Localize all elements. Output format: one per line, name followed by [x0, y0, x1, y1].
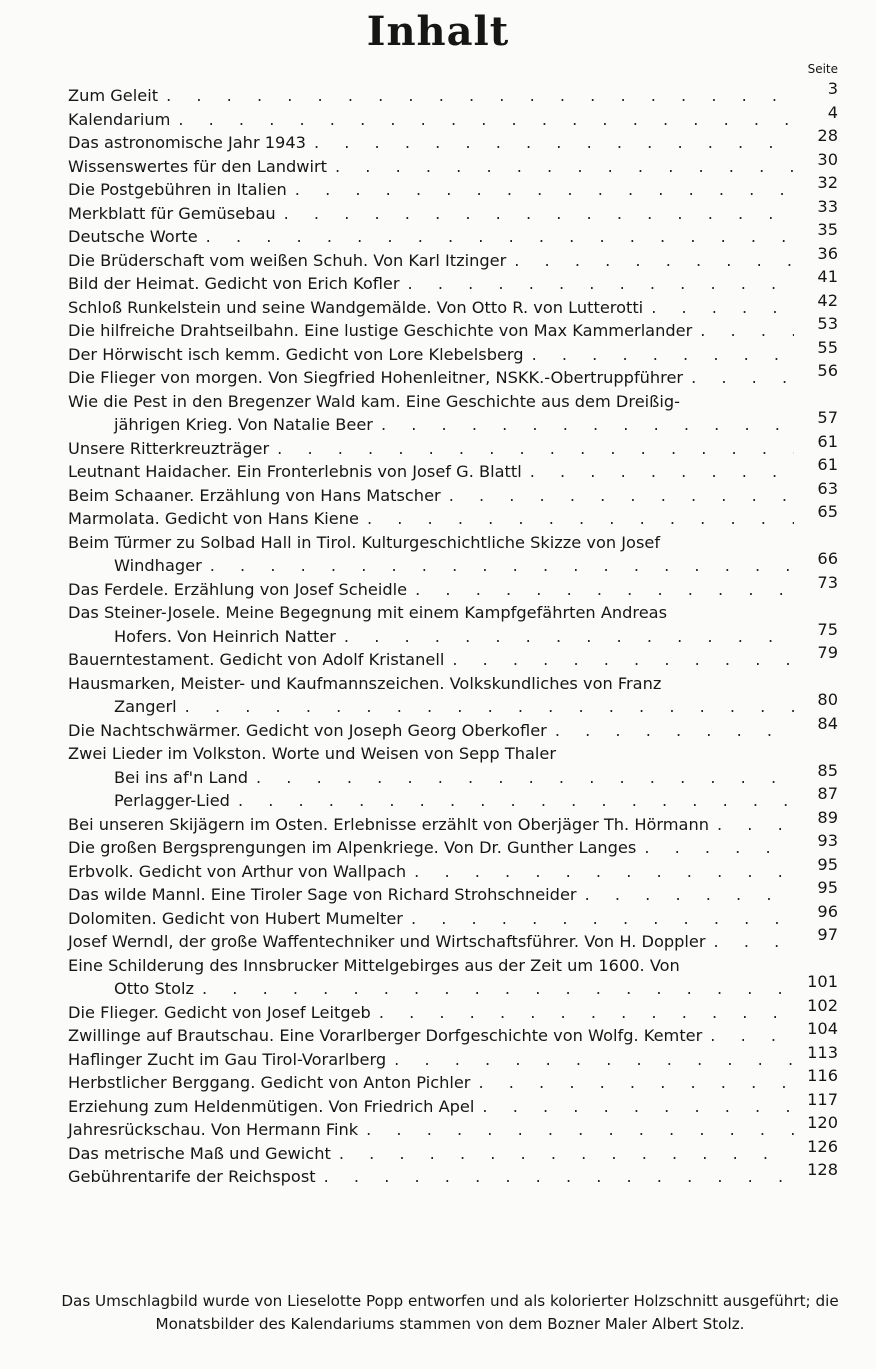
- dot-leader: [327, 155, 794, 179]
- toc-entry: [68, 1136, 838, 1166]
- dot-leader: [331, 1142, 794, 1166]
- dot-leader: [643, 296, 794, 320]
- toc-entry: [68, 173, 838, 202]
- toc-page-number: 120: [807, 1113, 838, 1132]
- toc-entry: [68, 995, 838, 1025]
- toc-entry-title: Zum Geleit: [68, 86, 159, 105]
- toc-entry-line: [68, 267, 838, 296]
- toc-entry-title: Otto Stolz: [114, 979, 195, 998]
- toc-page-number: 41: [817, 267, 838, 286]
- toc-entry-title: Erbvolk. Gedicht von Arthur von Wallpach: [68, 861, 407, 881]
- toc-entry-line: [68, 455, 838, 484]
- toc-entry: [68, 314, 838, 343]
- toc-entry-title: Die Flieger. Gedicht von Josef Leitgeb: [68, 1002, 371, 1022]
- toc-entry-line: [68, 1160, 838, 1189]
- toc-page-number: 4: [827, 102, 838, 122]
- toc-entry-title: Die Flieger von morgen. Von Siegfried Hohenleitner, NSKK.-Obertruppführer: [68, 368, 684, 387]
- page-title: Inhalt: [366, 8, 510, 55]
- toc-entry-title: Schloß Runkelstein und seine Wandgemälde. Von Otto R. von Lutterotti: [68, 297, 644, 317]
- toc-entry-line: [68, 361, 838, 390]
- toc-page-number: 87: [817, 784, 838, 803]
- toc-entry-line: [68, 690, 838, 719]
- toc-entry: [68, 455, 838, 484]
- toc-entry: [68, 390, 838, 437]
- toc-entry: [68, 1066, 838, 1095]
- toc-page-number: 65: [817, 502, 838, 521]
- toc-entry-line: [68, 760, 838, 790]
- toc-page-number: 80: [817, 690, 838, 709]
- toc-entry-title: Dolomiten. Gedicht von Hubert Mumelter: [68, 908, 403, 928]
- toc-page-number: 97: [817, 925, 838, 944]
- toc-entry-title: Bild der Heimat. Gedicht von Erich Kofler: [68, 274, 400, 293]
- toc-page-number: 73: [817, 572, 838, 592]
- toc-entry-line: [68, 925, 838, 954]
- toc-page-number: 35: [817, 220, 838, 239]
- toc-entry: [68, 601, 838, 648]
- dot-leader: [683, 366, 794, 390]
- toc-entry-line: [68, 972, 838, 1001]
- toc-entry: [68, 1019, 838, 1048]
- toc-entry: [68, 807, 838, 837]
- toc-entry-title: Das metrische Maß und Gewicht: [68, 1143, 331, 1163]
- toc-entry-line: [68, 784, 838, 813]
- dot-leader: [373, 413, 794, 437]
- toc-entry-title: Das wilde Mannl. Eine Tiroler Sage von Richard Strohschneider: [68, 885, 577, 904]
- toc-entry-line: [68, 314, 838, 343]
- toc-entry-line: [68, 878, 838, 907]
- toc-entry: [68, 502, 838, 531]
- toc-entry-line: [68, 173, 838, 202]
- toc-entry-title: Wissenswertes für den Landwirt: [68, 156, 328, 176]
- toc-entry-title: Kalendarium: [68, 109, 171, 129]
- toc-page-number: 30: [817, 149, 838, 169]
- dot-leader: [702, 1024, 794, 1048]
- toc-entry-line: [68, 901, 838, 931]
- dot-leader: [407, 578, 794, 602]
- toc-entry-line: [68, 549, 838, 578]
- toc-page-number: 101: [807, 972, 838, 991]
- toc-entry-title: Eine Schilderung des Innsbrucker Mittelgebirges aus der Zeit um 1600. Von: [68, 955, 680, 975]
- toc-entry: [68, 337, 838, 367]
- dot-leader: [709, 813, 794, 837]
- toc-entry: [68, 831, 838, 860]
- toc-entry-title: Haflinger Zucht im Gau Tirol-Vorarlberg: [68, 1049, 387, 1069]
- toc-entry: [68, 102, 838, 132]
- dot-leader: [194, 977, 794, 1001]
- toc-entry-title: Windhager: [114, 556, 202, 575]
- toc-entry-line: [68, 1089, 838, 1119]
- toc-entry: [68, 954, 838, 1001]
- toc-entry: [68, 290, 838, 320]
- dot-leader: [506, 249, 794, 273]
- toc-entry-line: [68, 1066, 838, 1095]
- toc-page-number: 55: [817, 337, 838, 357]
- dot-leader: [403, 907, 794, 931]
- toc-entry-title: jährigen Krieg. Von Natalie Beer: [114, 415, 373, 434]
- toc-entry-line: [68, 478, 838, 508]
- toc-entry-title: Die hilfreiche Drahtseilbahn. Eine lustige Geschichte von Max Kammerlander: [68, 321, 693, 340]
- toc-entry: [68, 742, 838, 766]
- dot-leader: [269, 437, 794, 461]
- dot-leader: [276, 202, 794, 226]
- toc-entry-line: [68, 1136, 838, 1166]
- footnote: Das Umschlagbild wurde von Lieselotte Popp entworfen und als kolorierter Holzschnitt ausgeführt; die Monatsbilder des Kalendariums stammen von dem Bozner Maler Albert Stolz.: [61, 1292, 839, 1333]
- toc-page-number: 102: [807, 995, 838, 1015]
- toc-entry: [68, 672, 838, 719]
- toc-page-number: 95: [817, 854, 838, 874]
- toc-entry: [68, 126, 838, 155]
- dot-leader: [248, 766, 794, 790]
- toc-entry-line: [68, 1113, 838, 1142]
- toc-entry-title: Zwei Lieder im Volkston. Worte und Weisen von Sepp Thaler: [68, 744, 556, 763]
- toc-page-number: 116: [807, 1066, 838, 1085]
- toc-page-number: 93: [817, 831, 838, 850]
- dot-leader: [636, 836, 794, 860]
- toc-entry-line: [68, 126, 838, 155]
- toc-entry: [68, 149, 838, 179]
- toc-entry: [68, 784, 838, 813]
- toc-page-number: 61: [817, 431, 838, 451]
- toc-entry-line: [68, 643, 838, 672]
- toc-entry: [68, 1089, 838, 1119]
- toc-entry: [68, 1113, 838, 1142]
- dot-leader: [158, 84, 794, 108]
- toc-entry: [68, 478, 838, 508]
- dot-leader: [522, 460, 794, 484]
- toc-entry-line: [68, 220, 838, 249]
- dot-leader: [386, 1048, 794, 1072]
- toc-page-number: 3: [827, 79, 838, 98]
- toc-entry-title: Marmolata. Gedicht von Hans Kiene: [68, 509, 359, 528]
- toc-entry: [68, 854, 838, 884]
- toc-entry-title: Jahresrückschau. Von Hermann Fink: [68, 1120, 359, 1139]
- toc-page-number: 33: [817, 196, 838, 216]
- toc-entry: [68, 361, 838, 390]
- dot-leader: [400, 272, 794, 296]
- toc-entry-title: Erziehung zum Heldenmütigen. Von Friedrich Apel: [68, 1096, 475, 1116]
- toc-page-number: 36: [817, 243, 838, 263]
- toc-entry-title: Zangerl: [114, 697, 177, 716]
- toc-page-number: 28: [817, 126, 838, 145]
- dot-leader: [177, 695, 794, 719]
- toc-entry: [68, 1042, 838, 1072]
- toc-page-number: 113: [807, 1042, 838, 1062]
- toc-entry: [68, 878, 838, 907]
- toc-entry-line: [68, 854, 838, 884]
- toc-entry: [68, 713, 838, 743]
- dot-leader: [230, 789, 794, 813]
- toc-entry-title: Hofers. Von Heinrich Natter: [114, 626, 336, 646]
- toc-page-number: 128: [807, 1160, 838, 1179]
- dot-leader: [692, 319, 794, 343]
- toc-entry-title: Unsere Ritterkreuzträger: [68, 438, 270, 458]
- toc-entry-title: Deutsche Worte: [68, 227, 198, 246]
- toc-page-number: 117: [807, 1089, 838, 1109]
- toc-entry-line: [68, 1019, 838, 1048]
- toc-entry-title: Perlagger-Lied: [114, 791, 230, 810]
- toc-entry: [68, 267, 838, 296]
- toc-entry: [68, 196, 838, 226]
- toc-entry: [68, 760, 838, 790]
- dot-leader: [336, 625, 794, 649]
- toc-entry-title: Die Brüderschaft vom weißen Schuh. Von Karl Itzinger: [68, 250, 507, 270]
- toc-entry-line: [68, 831, 838, 860]
- toc-entry: [68, 220, 838, 249]
- toc-entry-line: [68, 431, 838, 461]
- toc-entry-line: [68, 995, 838, 1025]
- toc-entry-title: Bei ins af'n Land: [114, 767, 248, 787]
- dot-leader: [170, 108, 794, 132]
- toc-entry-title: Hausmarken, Meister- und Kaufmannszeichen. Volkskundliches von Franz: [68, 673, 662, 693]
- toc-entry-line: [68, 290, 838, 320]
- toc-entry-line: [68, 79, 838, 108]
- toc-entry-line: [68, 601, 838, 625]
- toc-entry-line: [68, 807, 838, 837]
- dot-leader: [474, 1095, 794, 1119]
- dot-leader: [406, 860, 794, 884]
- toc-entry-title: Josef Werndl, der große Waffentechniker und Wirtschaftsführer. Von H. Doppler: [68, 932, 706, 951]
- toc-page-number: 79: [817, 643, 838, 662]
- toc-page-number: 32: [817, 173, 838, 192]
- toc-entry: [68, 243, 838, 273]
- toc-entry-line: [68, 102, 838, 132]
- dot-leader: [371, 1001, 794, 1025]
- toc-entry-title: Merkblatt für Gemüsebau: [68, 203, 276, 223]
- toc-page-number: 53: [817, 314, 838, 333]
- toc-entry-line: [68, 672, 838, 696]
- toc-entry-title: Die großen Bergsprengungen im Alpenkriege. Von Dr. Gunther Langes: [68, 838, 637, 857]
- dot-leader: [358, 1118, 794, 1142]
- dot-leader: [359, 507, 794, 531]
- toc-entry-line: [68, 196, 838, 226]
- toc-entry-title: Das astronomische Jahr 1943: [68, 133, 306, 152]
- dot-leader: [577, 883, 794, 907]
- toc-page-number: 84: [817, 713, 838, 733]
- toc-entry: [68, 431, 838, 461]
- toc-entry: [68, 572, 838, 602]
- dot-leader: [470, 1071, 794, 1095]
- toc-entry-title: Das Steiner-Josele. Meine Begegnung mit einem Kampfgefährten Andreas: [68, 603, 668, 622]
- toc-page-number: 57: [817, 408, 838, 427]
- toc-entry-line: [68, 619, 838, 649]
- toc-page-number: 89: [817, 807, 838, 827]
- table-of-contents: [68, 79, 838, 1189]
- dot-leader: [316, 1165, 794, 1189]
- dot-leader: [444, 648, 794, 672]
- toc-page-number: 75: [817, 619, 838, 639]
- dot-leader: [547, 719, 794, 743]
- toc-entry: [68, 531, 838, 578]
- toc-page-number: 61: [817, 455, 838, 474]
- toc-entry-title: Leutnant Haidacher. Ein Fronterlebnis von Josef G. Blattl: [68, 462, 522, 481]
- toc-page-number: 95: [817, 878, 838, 897]
- toc-entry-line: [68, 149, 838, 179]
- dot-leader: [524, 343, 794, 367]
- toc-entry-title: Gebührentarife der Reichspost: [68, 1167, 316, 1186]
- toc-entry-title: Beim Schaaner. Erzählung von Hans Matscher: [68, 485, 441, 505]
- dot-leader: [198, 225, 794, 249]
- toc-entry-line: [68, 408, 838, 437]
- toc-page-number: 66: [817, 549, 838, 568]
- toc-page-number: 96: [817, 901, 838, 921]
- toc-page-number: 63: [817, 478, 838, 498]
- toc-page-number: 104: [807, 1019, 838, 1038]
- toc-entry: [68, 925, 838, 954]
- toc-entry-line: [68, 954, 838, 978]
- toc-entry-line: [68, 243, 838, 273]
- toc-entry-title: Die Nachtschwärmer. Gedicht von Joseph Georg Oberkofler: [68, 720, 547, 740]
- toc-entry-title: Zwillinge auf Brautschau. Eine Vorarlberger Dorfgeschichte von Wolfg. Kemter: [68, 1026, 703, 1045]
- page-column-label: Seite: [807, 62, 838, 76]
- toc-entry-line: [68, 502, 838, 531]
- toc-entry-title: Wie die Pest in den Bregenzer Wald kam. Eine Geschichte aus dem Dreißig-: [68, 391, 680, 411]
- toc-entry-line: [68, 713, 838, 743]
- toc-entry-line: [68, 1042, 838, 1072]
- toc-entry: [68, 79, 838, 108]
- toc-entry-title: Bauerntestament. Gedicht von Adolf Kristanell: [68, 650, 445, 669]
- toc-entry-line: [68, 742, 838, 766]
- toc-page-number: 126: [807, 1136, 838, 1156]
- toc-entry-title: Der Hörwischt isch kemm. Gedicht von Lore Klebelsberg: [68, 344, 524, 364]
- toc-entry-line: [68, 572, 838, 602]
- toc-entry-title: Herbstlicher Berggang. Gedicht von Anton Pichler: [68, 1073, 471, 1092]
- toc-entry: [68, 643, 838, 672]
- toc-entry: [68, 1160, 838, 1189]
- toc-entry-title: Das Ferdele. Erzählung von Josef Scheidle: [68, 579, 408, 599]
- toc-entry: [68, 901, 838, 931]
- toc-page-number: 56: [817, 361, 838, 380]
- dot-leader: [706, 930, 794, 954]
- toc-entry-title: Die Postgebühren in Italien: [68, 180, 287, 199]
- dot-leader: [202, 554, 794, 578]
- toc-page-number: 85: [817, 760, 838, 780]
- toc-entry-line: [68, 390, 838, 414]
- toc-entry-title: Beim Türmer zu Solbad Hall in Tirol. Kulturgeschichtliche Skizze von Josef: [68, 532, 661, 552]
- toc-entry-title: Bei unseren Skijägern im Osten. Erlebnisse erzählt von Oberjäger Th. Hörmann: [68, 814, 709, 834]
- dot-leader: [441, 484, 794, 508]
- toc-entry-line: [68, 337, 838, 367]
- dot-leader: [306, 131, 794, 155]
- dot-leader: [287, 178, 794, 202]
- toc-page-number: 42: [817, 290, 838, 310]
- toc-entry-line: [68, 531, 838, 555]
